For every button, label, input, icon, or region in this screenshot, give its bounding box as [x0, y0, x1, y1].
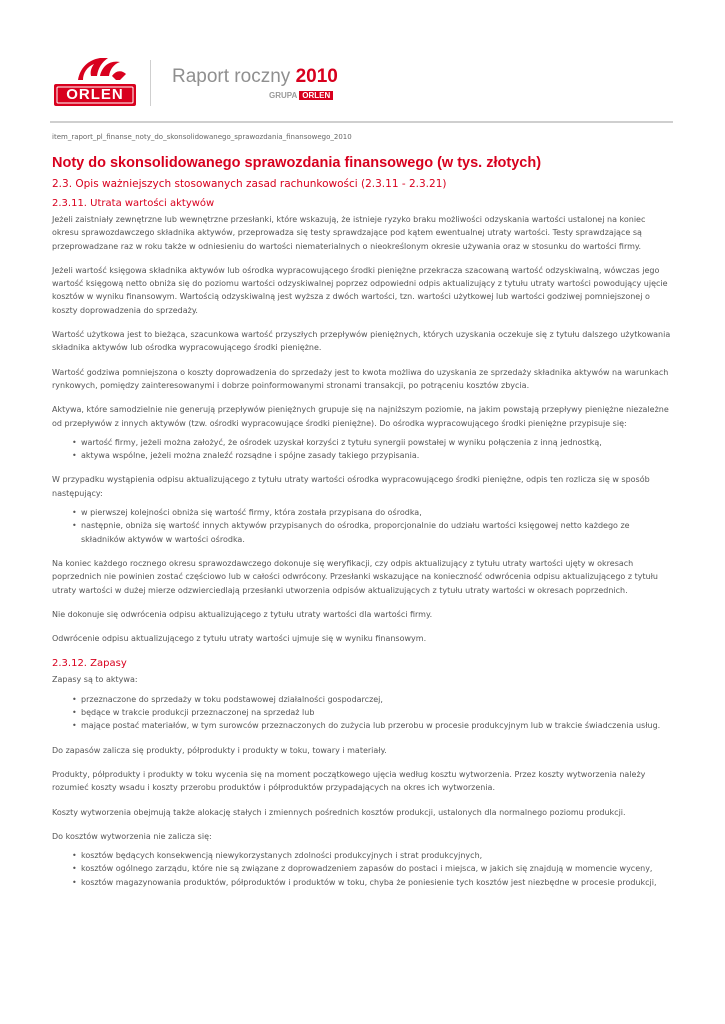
paragraph: Produkty, półprodukty i produkty w toku wycenia się na moment początkowego ujęcia według kosztu wytworzenia. Przez koszty wytworzenia należy rozumieć koszty wsadu i koszty przerobu produktów i półproduktów przypadających na okres ich wytworzenia.: [52, 769, 646, 793]
page-header: [0, 0, 725, 120]
section-title: 2.3. Opis ważniejszych stosowanych zasad rachunkowości (2.3.11 - 2.3.21): [52, 178, 447, 190]
paragraph: Aktywa, które samodzielnie nie generują przepływów pieniężnych grupuje się na najniższym poziomie, na jakim powstają przepływy pieniężne niezależne od przepływów z innych aktywów (tzw. ośrodki wypracowujące środki pieniężne). Do ośrodka wypracowującego środki pieniężne przypisuje się:: [52, 405, 669, 428]
paragraph: Jeżeli zaistniały zewnętrzne lub wewnętrzne przesłanki, które wskazują, że istnieje ryzyko braku możliwości odzyskania wartości ustalonej na koniec okresu sprawozdawczego składnika aktywów, przeprowadza się testy sprawdzające pod kątem ewentualnej utraty wartości. Testy sprawdzające są przeprowadzane raz w roku także w odniesieniu do wartości niematerialnych o nieokreślonym okresie używania oraz w stosunku do wartości firmy.: [52, 215, 646, 251]
orlen-logo: [50, 50, 140, 112]
bullet-list: [52, 506, 675, 546]
list-item: • w pierwszej kolejności obniża się wartość firmy, która została przypisana do ośrodka,: [72, 506, 667, 519]
subsection-title-impairment: 2.3.11. Utrata wartości aktywów: [52, 198, 215, 209]
paragraph: Do zapasów zalicza się produkty, półprodukty i produkty w toku, towary i materiały.: [52, 745, 387, 755]
paragraph: Na koniec każdego rocznego okresu sprawozdawczego dokonuje się weryfikacji, czy odpis aktualizujący z tytułu utraty wartości ujęty w okresach poprzednich nie powinien zostać częściowo lub w całości odwrócony. Przesłanki wskazujące na konieczność odwrócenia odpisu aktualizującego z tytułu utraty wartości w dużej mierze odzwierciedlają przesłanki utworzenia odpisów aktualizujących z tytułu utraty wartości w okresach poprzednich.: [52, 558, 658, 595]
bullet-list: [52, 693, 675, 733]
subsection-title-inventories: 2.3.12. Zapasy: [52, 658, 127, 670]
list-item: • kosztów będących konsekwencją niewykorzystanych zdolności produkcyjnych i strat produkcyjnych,: [72, 849, 667, 862]
paragraph: Koszty wytworzenia obejmują także alokację stałych i zmiennych pośrednich kosztów produkcji, ustalonych dla normalnego poziomu produkcji.: [52, 807, 626, 817]
paragraph: Odwrócenie odpisu aktualizującego z tytułu utraty wartości ujmuje się w wyniku finansowym.: [52, 634, 427, 644]
header-divider: [150, 60, 151, 106]
logo-wordmark: ORLEN: [66, 86, 124, 103]
paragraph: Wartość godziwa pomniejszona o koszty doprowadzenia do sprzedaży jest to kwota możliwa do uzyskania ze sprzedaży składnika aktywów na warunkach rynkowych, pomiędzy zainteresowanymi i dobrze poinformowanymi stronami transakcji, po potrąceniu kosztów zbycia.: [52, 367, 669, 390]
list-item: • wartość firmy, jeżeli można założyć, że ośrodek uzyskał korzyści z tytułu synergii powstałej w wyniku połączenia z inną jednostką,: [72, 436, 667, 449]
list-item: • przeznaczone do sprzedaży w toku podstawowej działalności gospodarczej,: [72, 693, 667, 706]
header-rule: [50, 121, 673, 123]
paragraph: W przypadku wystąpienia odpisu aktualizującego z tytułu utraty wartości ośrodka wypracowującego środki pieniężne, odpis ten rozlicza się w sposób następujący:: [52, 475, 650, 498]
paragraph: Jeżeli wartość księgowa składnika aktywów lub ośrodka wypracowującego środki pieniężne przekracza szacowaną wartość odzyskiwalną, wówczas jego wartość księgową netto obniża się do poziomu wartości odzyskiwalnej poprzez odpowiedni odpis aktualizujący z tytułu utraty wartości powodujący ujęcie kosztów w wyniku finansowym. Wartością odzyskiwalną jest wyższa z dwóch wartości, tzn. wartości użytkowej lub wartości godziwej pomniejszonej o koszty doprowadzenia do sprzedaży.: [52, 265, 668, 315]
group-label: [269, 90, 333, 101]
bullet-list: [52, 849, 675, 889]
bullet-list: [52, 436, 675, 463]
list-item: • będące w trakcie produkcji przeznaczonej na sprzedaż lub: [72, 706, 667, 719]
report-title-text: Raport roczny: [172, 66, 291, 87]
list-item: • aktywa wspólne, jeżeli można znaleźć rozsądne i spójne zasady takiego przypisania.: [72, 449, 667, 462]
paragraph: Nie dokonuje się odwrócenia odpisu aktualizującego z tytułu utraty wartości dla wartości firmy.: [52, 609, 433, 619]
page-title: Noty do skonsolidowanego sprawozdania finansowego (w tys. złotych): [52, 155, 542, 171]
breadcrumb: item_raport_pl_finanse_noty_do_skonsolidowanego_sprawozdania_finansowego_2010: [52, 133, 352, 141]
group-prefix: GRUPA: [269, 91, 298, 100]
paragraph: Wartość użytkowa jest to bieżąca, szacunkowa wartość przyszłych przepływów pieniężnych, których uzyskania oczekuje się z tytułu dalszego użytkowania składnika aktywów lub ośrodka wypracowującego środki pieniężne.: [52, 330, 671, 353]
list-item: • mające postać materiałów, w tym surowców przeznaczonych do zużycia lub przerobu w procesie produkcyjnym lub w trakcie świadczenia usług.: [72, 719, 667, 732]
paragraph: Do kosztów wytworzenia nie zalicza się:: [52, 831, 212, 841]
paragraph: Zapasy są to aktywa:: [52, 675, 138, 685]
report-title: [172, 65, 338, 89]
list-item: • kosztów ogólnego zarządu, które nie są związane z doprowadzeniem zapasów do postaci i miejsca, w jakich się znajdują w momencie wyceny,: [72, 862, 667, 875]
main-content: [52, 153, 675, 889]
report-year: 2010: [295, 66, 338, 87]
group-badge: ORLEN: [299, 91, 333, 100]
list-item: • kosztów magazynowania produktów, półproduktów i produktów w toku, chyba że poniesienie tych kosztów jest niezbędne w procesie produkcji,: [72, 876, 667, 889]
list-item: • następnie, obniża się wartość innych aktywów przypisanych do ośrodka, proporcjonalnie do udziału wartości księgowej netto każdego ze składników aktywów w wartości ośrodka.: [72, 519, 667, 546]
